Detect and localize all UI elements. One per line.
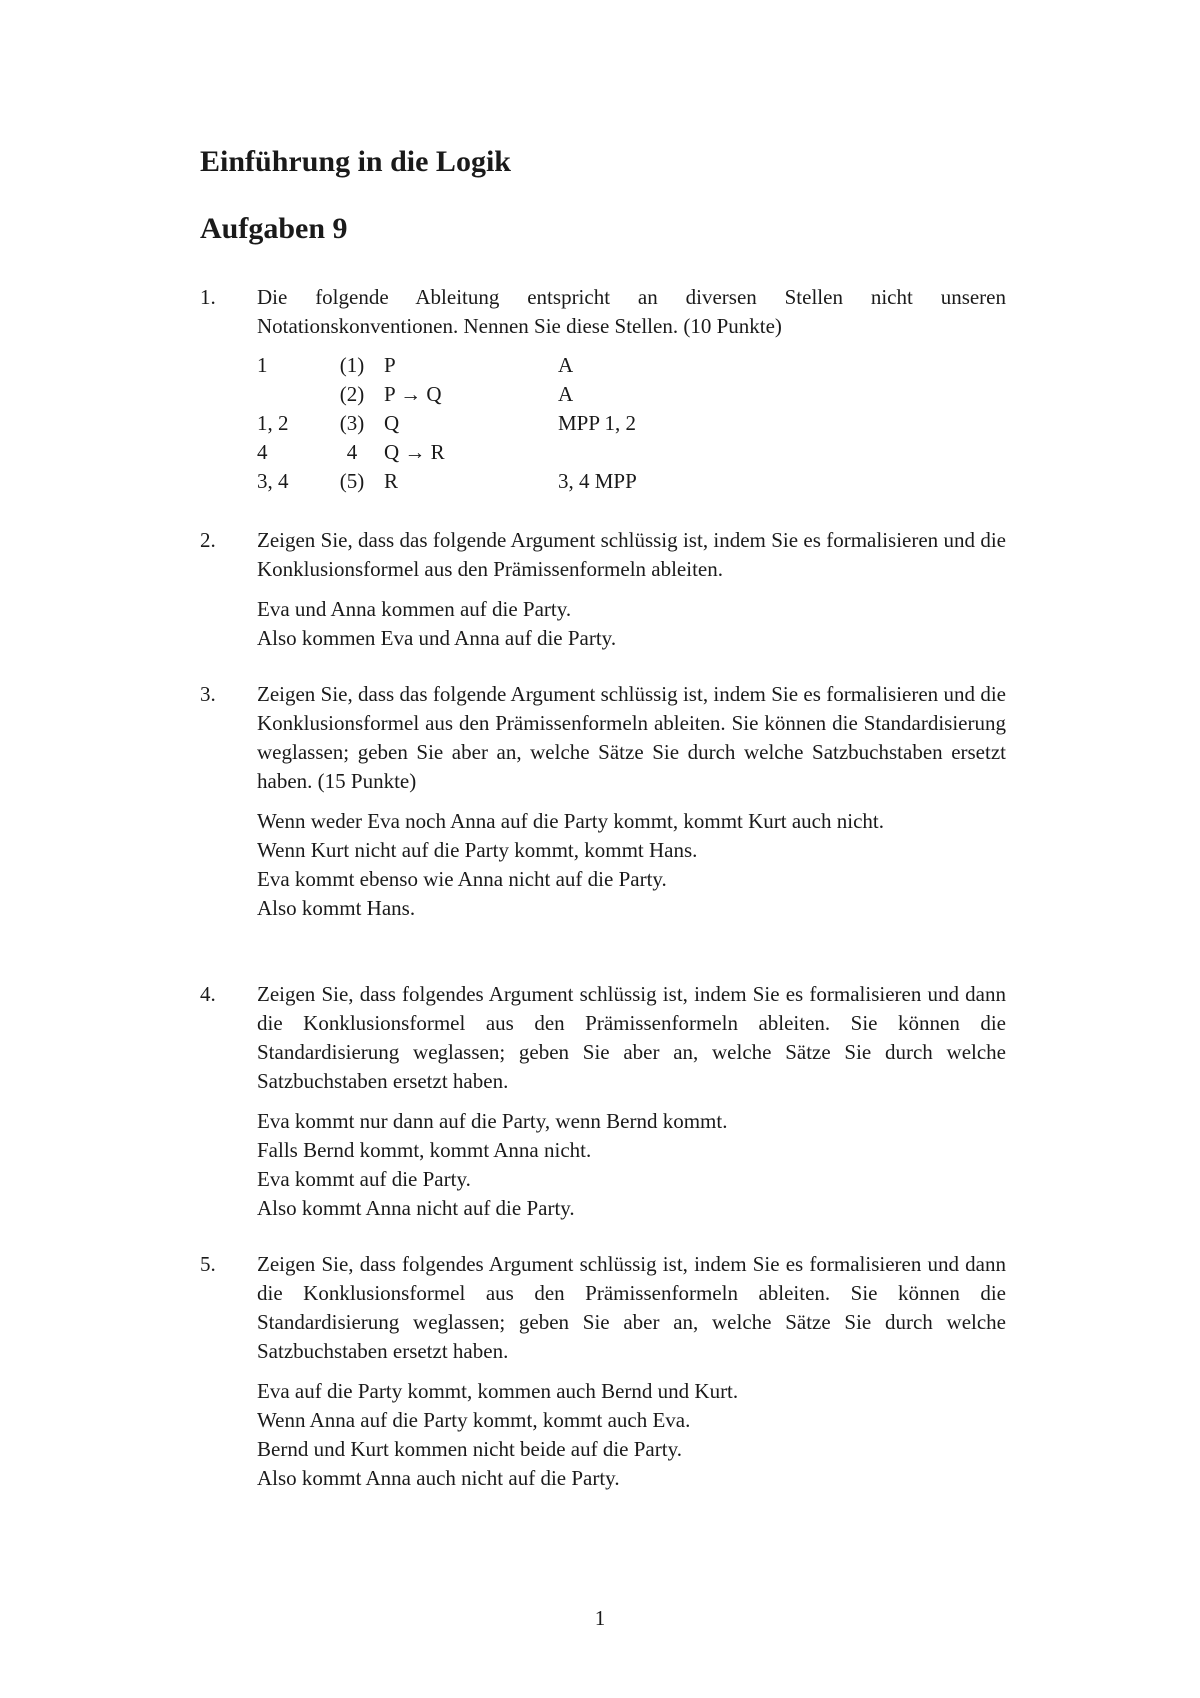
dependency-cell: 4 xyxy=(257,440,268,464)
formula-cell: P xyxy=(384,353,396,377)
derivation-row xyxy=(257,467,1006,496)
formula-cell: Q xyxy=(384,411,400,435)
argument-sentence: Wenn weder Eva noch Anna auf die Party kommt, kommt Kurt auch nicht. xyxy=(257,809,884,833)
dependency-cell: 1, 2 xyxy=(257,411,289,435)
argument-sentence: Also kommen Eva und Anna auf die Party. xyxy=(257,626,617,650)
argument-sentence: Wenn Kurt nicht auf die Party kommt, kommt Hans. xyxy=(257,838,698,862)
task-number: 4. xyxy=(200,982,216,1006)
formula-cell: Q → R xyxy=(384,440,445,464)
dependency-cell: 3, 4 xyxy=(257,469,289,493)
formula-cell: R xyxy=(384,469,399,493)
line-number-cell: (3) xyxy=(339,411,365,435)
rule-cell: 3, 4 MPP xyxy=(558,469,637,493)
argument-sentence: Also kommt Anna auch nicht auf die Party. xyxy=(257,1466,620,1490)
derivation-row xyxy=(257,409,1006,438)
derivation-row xyxy=(257,380,1006,409)
task-text: Zeigen Sie, dass das folgende Argument schlüssig ist, indem Sie es formalisieren und die Konklusionsformel aus den Prämissenformeln ableiten. xyxy=(257,528,1006,581)
argument-sentence: Falls Bernd kommt, kommt Anna nicht. xyxy=(257,1138,592,1162)
argument-sentences xyxy=(257,807,1006,923)
task-text: Zeigen Sie, dass folgendes Argument schlüssig ist, indem Sie es formalisieren und dann die Konklusionsformel aus den Prämissenformeln ableiten. Sie können die Standardisierung weglassen; geben Sie aber an, welche Sätze Sie durch welche Satzbuchstaben ersetzt haben. xyxy=(257,1252,1006,1363)
argument-sentence: Eva auf die Party kommt, kommen auch Bernd und Kurt. xyxy=(257,1379,739,1403)
task-3 xyxy=(200,680,1006,923)
dependency-cell: 1 xyxy=(257,353,268,377)
rule-cell: MPP 1, 2 xyxy=(558,411,637,435)
task-number: 1. xyxy=(200,285,216,309)
line-number-cell: (5) xyxy=(339,469,365,493)
rule-cell: A xyxy=(558,382,574,406)
argument-sentence: Eva kommt nur dann auf die Party, wenn Bernd kommt. xyxy=(257,1109,728,1133)
argument-sentence: Bernd und Kurt kommen nicht beide auf die Party. xyxy=(257,1437,682,1461)
derivation-table xyxy=(257,351,1006,496)
task-number: 3. xyxy=(200,682,216,706)
task-number: 2. xyxy=(200,528,216,552)
task-4 xyxy=(200,980,1006,1223)
argument-sentence: Also kommt Hans. xyxy=(257,896,416,920)
page-subtitle: Aufgaben 9 xyxy=(200,212,348,245)
task-text: Zeigen Sie, dass das folgende Argument schlüssig ist, indem Sie es formalisieren und die Konklusionsformel aus den Prämissenformeln ableiten. Sie können die Standardisierung weglassen; geben Sie aber an, welche Sätze Sie durch welche Satzbuchstaben ersetzt haben. (15 Punkte) xyxy=(257,682,1006,793)
argument-sentence: Eva kommt auf die Party. xyxy=(257,1167,471,1191)
task-text: Zeigen Sie, dass folgendes Argument schlüssig ist, indem Sie es formalisieren und dann die Konklusionsformel aus den Prämissenformeln ableiten. Sie können die Standardisierung weglassen; geben Sie aber an, welche Sätze Sie durch welche Satzbuchstaben ersetzt haben. xyxy=(257,982,1006,1093)
line-number-cell: (2) xyxy=(339,382,365,406)
task-2 xyxy=(200,526,1006,653)
argument-sentence: Also kommt Anna nicht auf die Party. xyxy=(257,1196,575,1220)
page-number: 1 xyxy=(594,1606,606,1630)
argument-sentences xyxy=(257,1107,1006,1223)
argument-sentence: Eva kommt ebenso wie Anna nicht auf die Party. xyxy=(257,867,667,891)
task-5 xyxy=(200,1250,1006,1493)
derivation-row xyxy=(257,351,1006,380)
argument-sentence: Eva und Anna kommen auf die Party. xyxy=(257,597,572,621)
rule-cell: A xyxy=(558,353,574,377)
task-text: Die folgende Ableitung entspricht an diversen Stellen nicht unseren Notationskonventionen. Nennen Sie diese Stellen. (10 Punkte) xyxy=(257,285,1006,338)
derivation-row xyxy=(257,438,1006,467)
task-number: 5. xyxy=(200,1252,216,1276)
line-number-cell: 4 xyxy=(346,440,358,464)
formula-cell: P → Q xyxy=(384,382,442,406)
page-title: Einführung in die Logik xyxy=(200,145,511,178)
argument-sentences xyxy=(257,595,1006,653)
argument-sentence: Wenn Anna auf die Party kommt, kommt auch Eva. xyxy=(257,1408,691,1432)
task-1 xyxy=(200,283,1006,496)
line-number-cell: (1) xyxy=(339,353,365,377)
argument-sentences xyxy=(257,1377,1006,1493)
